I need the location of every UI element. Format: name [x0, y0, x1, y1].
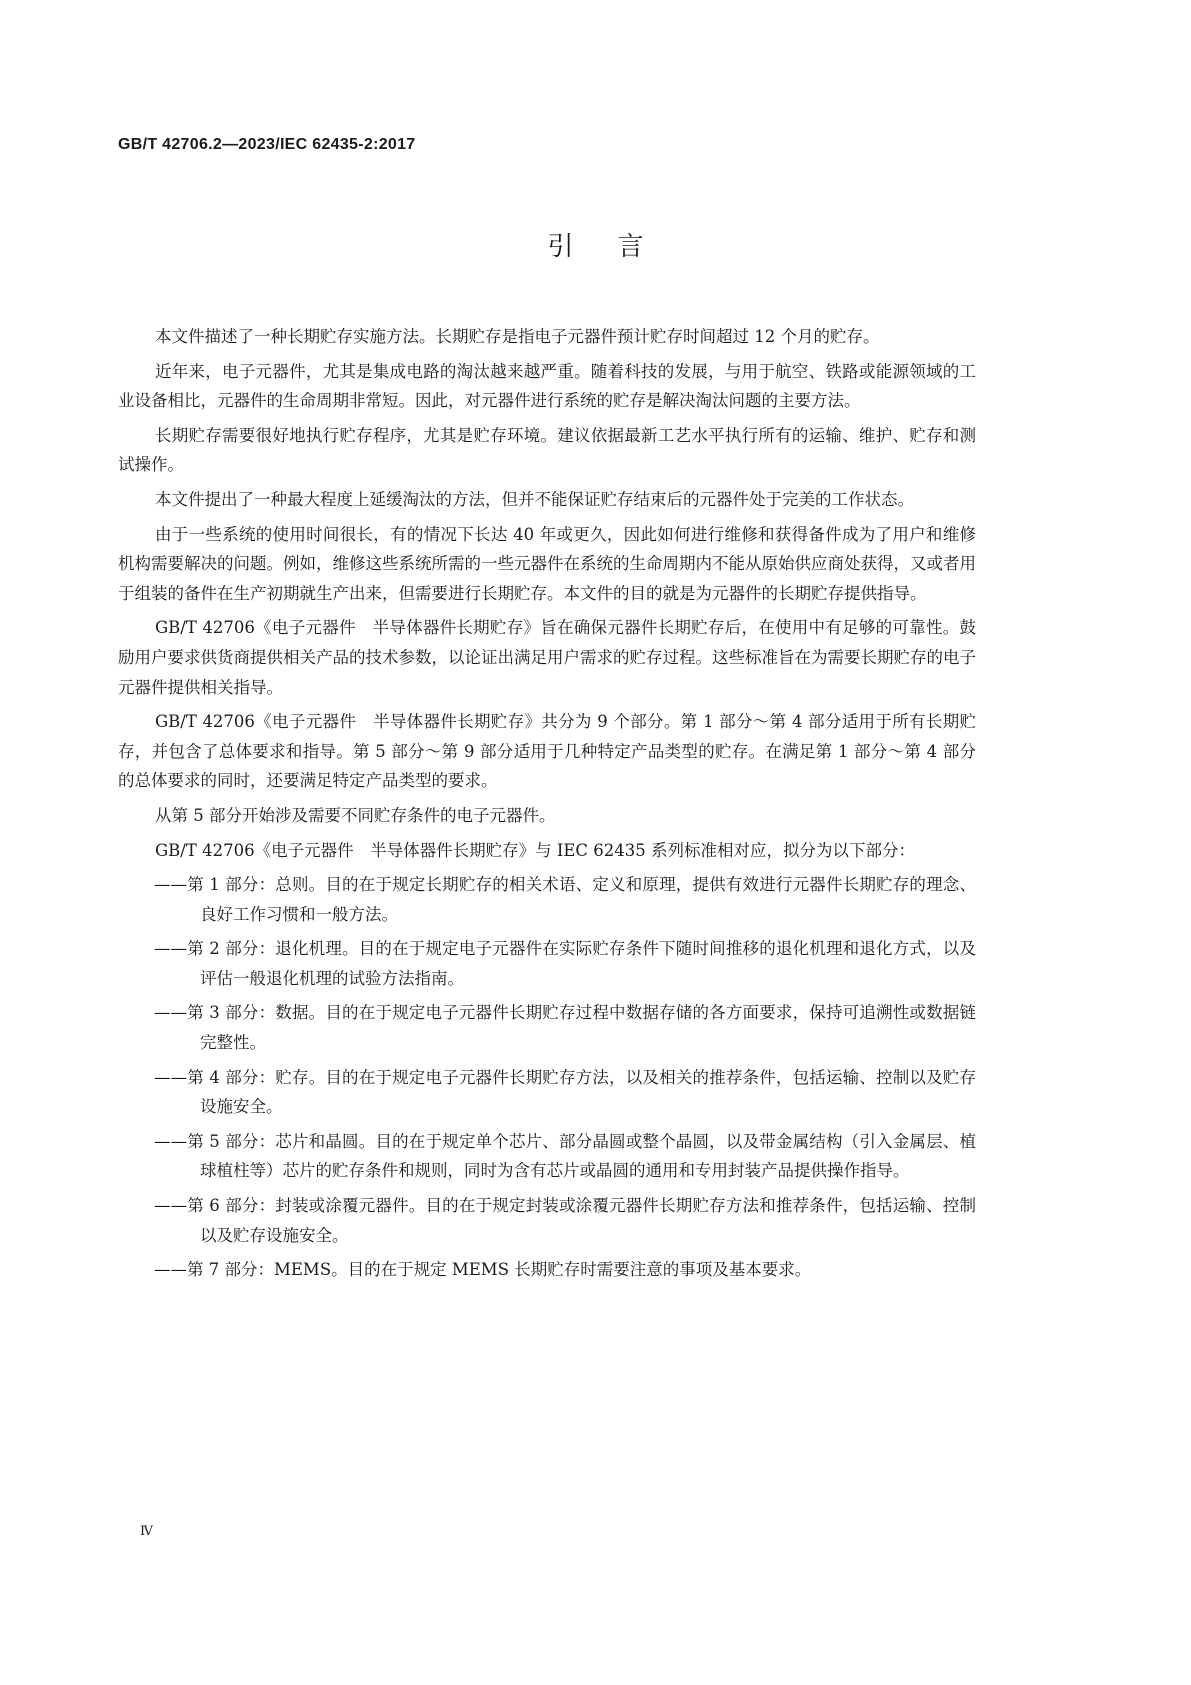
page-number: Ⅳ: [140, 1524, 153, 1539]
paragraph: 由于一些系统的使用时间很长，有的情况下长达 40 年或更久，因此如何进行维修和获得备件成为了用户和维修机构需要解决的问题。例如，维修这些系统所需的一些元器件在系统的生命周期内不能从原始供应商处获得，又或者用于组装的备件在生产初期就生产出来，但需要进行长期贮存。本文件的目的就是为元器件的长期贮存提供指导。: [118, 524, 976, 603]
parts-list-item: ——第 5 部分：芯片和晶圆。目的在于规定单个芯片、部分晶圆或整个晶圆，以及带金属结构（引入金属层、植球植柱等）芯片的贮存条件和规则，同时为含有芯片或晶圆的通用和专用封装产品提供操作指导。: [154, 1131, 976, 1181]
parts-list-item: ——第 4 部分：贮存。目的在于规定电子元器件长期贮存方法，以及相关的推荐条件，包括运输、控制以及贮存设施安全。: [154, 1067, 976, 1117]
paragraph: 近年来，电子元器件，尤其是集成电路的淘汰越来越严重。随着科技的发展，与用于航空、铁路或能源领域的工业设备相比，元器件的生命周期非常短。因此，对元器件进行系统的贮存是解决淘汰问题的主要方法。: [118, 361, 976, 411]
paragraph: 本文件提出了一种最大程度上延缓淘汰的方法，但并不能保证贮存结束后的元器件处于完美的工作状态。: [155, 489, 914, 509]
paragraph: 本文件描述了一种长期贮存实施方法。长期贮存是指电子元器件预计贮存时间超过 12 个月的贮存。: [155, 327, 880, 346]
parts-list-item: ——第 7 部分：MEMS。目的在于规定 MEMS 长期贮存时需要注意的事项及基本要求。: [154, 1260, 812, 1280]
paragraph: GB/T 42706《电子元器件 半导体器件长期贮存》旨在确保元器件长期贮存后，在使用中有足够的可靠性。鼓励用户要求供货商提供相关产品的技术参数，以论证出满足用户需求的贮存过程。这些标准旨在为需要长期贮存的电子元器件提供相关指导。: [118, 618, 976, 697]
standard-code-header: GB/T 42706.2—2023/IEC 62435-2:2017: [118, 136, 416, 153]
section-title: 引言: [547, 232, 688, 262]
parts-list-item: ——第 1 部分：总则。目的在于规定长期贮存的相关术语、定义和原理，提供有效进行元器件长期贮存的理念、良好工作习惯和一般方法。: [154, 875, 976, 924]
parts-list-item: ——第 2 部分：退化机理。目的在于规定电子元器件在实际贮存条件下随时间推移的退化机理和退化方式，以及评估一般退化机理的试验方法指南。: [154, 939, 976, 988]
paragraph: 长期贮存需要很好地执行贮存程序，尤其是贮存环境。建议依据最新工艺水平执行所有的运输、维护、贮存和测试操作。: [118, 425, 976, 475]
paragraph: 从第 5 部分开始涉及需要不同贮存条件的电子元器件。: [155, 805, 556, 825]
document-body: [118, 322, 976, 1290]
paragraph: GB/T 42706《电子元器件 半导体器件长期贮存》共分为 9 个部分。第 1 部分～第 4 部分适用于所有长期贮存，并包含了总体要求和指导。第 5 部分～第 9 部分适用于几种特定产品类型的贮存。在满足第 1 部分～第 4 部分的总体要求的同时，还要满足特定产品类型的要求。: [118, 712, 976, 791]
parts-list-item: ——第 6 部分：封装或涂覆元器件。目的在于规定封装或涂覆元器件长期贮存方法和推荐条件，包括运输、控制以及贮存设施安全。: [154, 1196, 976, 1245]
parts-list-item: ——第 3 部分：数据。目的在于规定电子元器件长期贮存过程中数据存储的各方面要求，保持可追溯性或数据链完整性。: [154, 1003, 976, 1053]
paragraph: GB/T 42706《电子元器件 半导体器件长期贮存》与 IEC 62435 系列标准相对应，拟分为以下部分：: [155, 840, 916, 860]
